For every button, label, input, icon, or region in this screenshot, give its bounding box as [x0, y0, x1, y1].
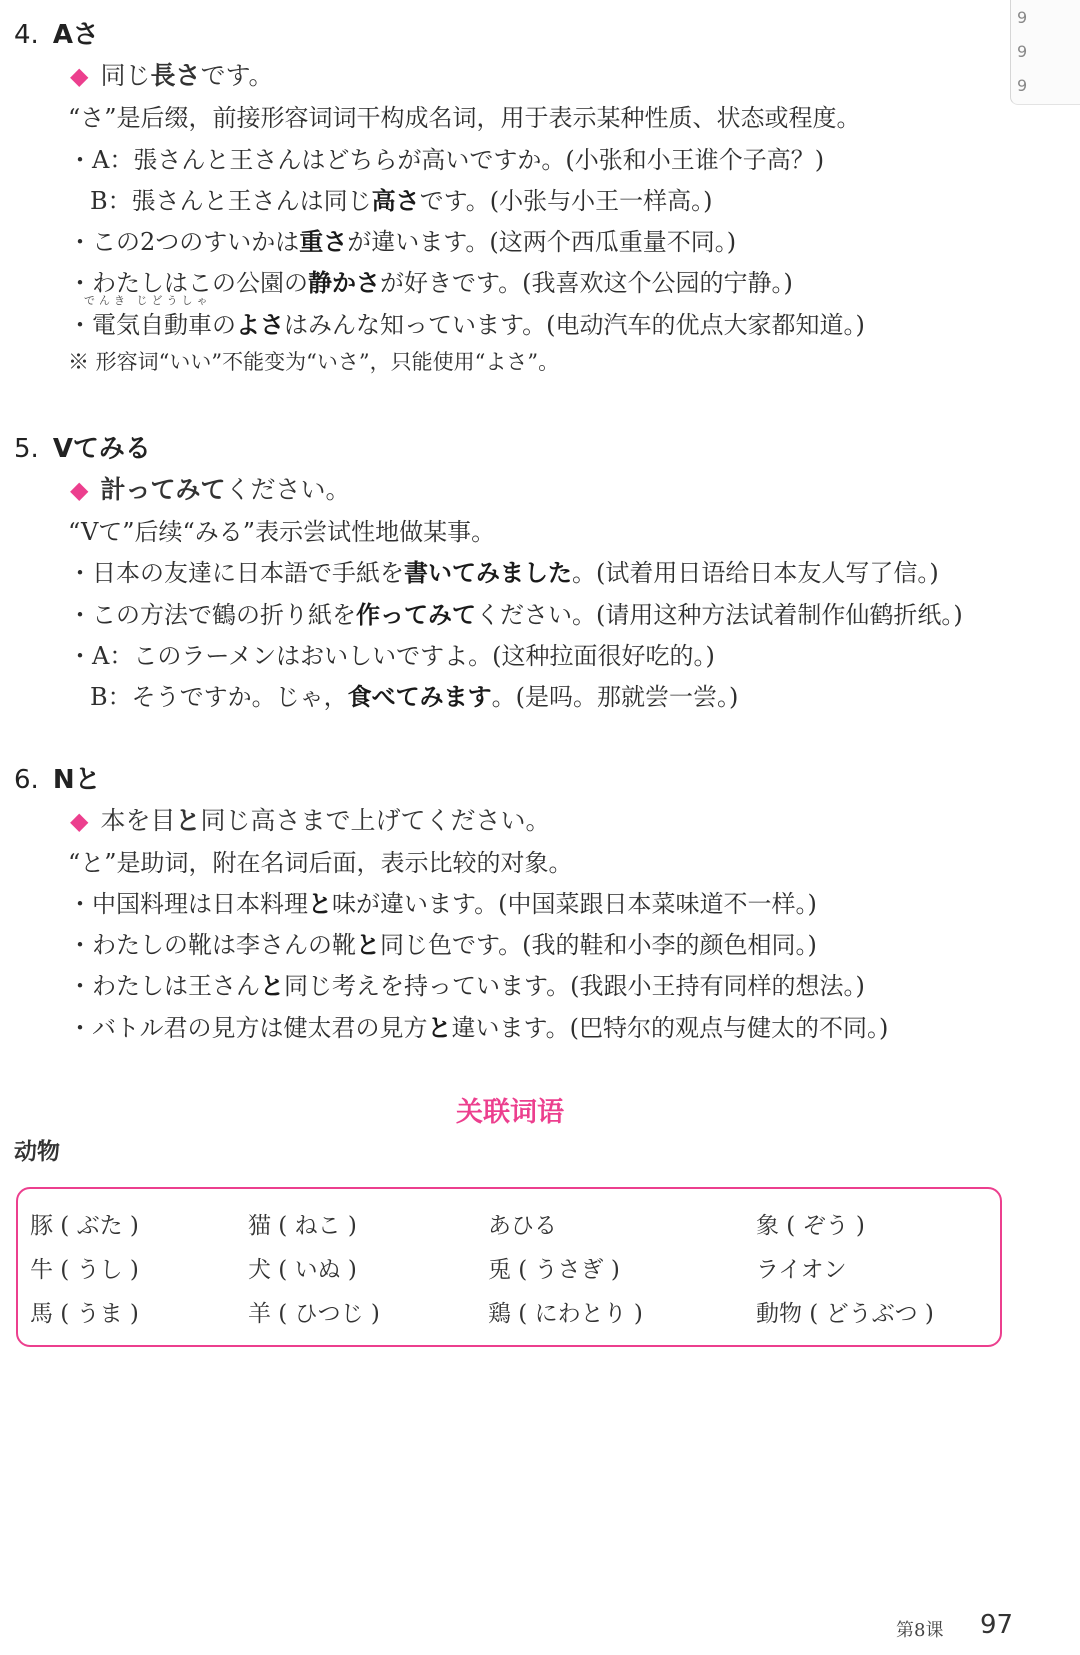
text-segment: “Vて”后续“みる”表示尝试性地做某事。 — [68, 518, 496, 546]
page-number: 97 — [980, 1610, 1014, 1640]
edge-tab-mark: 9 — [1017, 76, 1028, 95]
example-line — [68, 595, 963, 630]
text-segment: 本を目 — [100, 806, 176, 835]
diamond-icon: ◆ — [70, 62, 89, 90]
page-edge-tab — [1010, 0, 1080, 105]
text-segment: “と”是助词，附在名词后面，表示比较的对象。 — [68, 849, 573, 877]
text-segment: ・中国料理は日本料理 — [68, 890, 308, 918]
text-segment: はみんな知っています。(电动汽车的优点大家都知道。) — [284, 311, 865, 339]
text-segment: 味が違います。(中国菜跟日本菜味道不一样。) — [332, 890, 817, 918]
pattern-text — [100, 475, 350, 504]
explanation-line — [68, 512, 495, 547]
vocab-item: 馬 ( うま ) — [30, 1301, 139, 1327]
example-line — [68, 553, 939, 588]
example-line — [68, 966, 865, 1001]
text-segment: B：張さんと王さんは同じ — [90, 187, 372, 215]
text-segment: 同じ高さまで上げてください。 — [200, 806, 551, 835]
emphasized-text: 食べてみます — [347, 683, 492, 711]
section-6-heading — [14, 759, 101, 796]
emphasized-text: 静かさ — [308, 269, 380, 297]
vocab-item: 豚 ( ぶた ) — [30, 1213, 139, 1239]
example-line — [90, 677, 738, 712]
text-segment: ・この2つのすいかは — [68, 228, 300, 256]
emphasized-text: 重さ — [299, 228, 348, 256]
text-segment: ください。 — [225, 475, 351, 504]
section-5-heading — [14, 428, 151, 465]
text-segment: が好きです。(我喜欢这个公园的宁静。) — [380, 269, 793, 297]
section-4-pattern — [70, 56, 274, 92]
vocabulary-box — [16, 1187, 1002, 1347]
vocab-item: 象 ( ぞう ) — [756, 1213, 865, 1239]
category-heading: 动物 — [14, 1139, 60, 1165]
emphasized-text: 長さ — [150, 61, 201, 90]
vocab-item: 兎 ( うさぎ ) — [488, 1257, 620, 1283]
text-segment: ・電気自動車の — [68, 311, 236, 339]
emphasized-text: 計ってみて — [100, 475, 226, 504]
text-segment: が違います。(这两个西瓜重量不同。) — [347, 228, 737, 256]
text-segment: “さ”是后缀，前接形容词词干构成名词，用于表示某种性质、状态或程度。 — [68, 104, 861, 132]
text-segment: ・日本の友達に日本語で手紙を — [68, 559, 404, 587]
emphasized-text: と — [308, 890, 332, 918]
explanation-line — [68, 843, 573, 878]
related-words-title: 关联词语 — [456, 1097, 564, 1128]
example-line — [68, 140, 824, 175]
diamond-icon: ◆ — [70, 807, 89, 835]
example-line — [68, 1008, 888, 1043]
vocabulary-grid — [30, 1211, 990, 1329]
text-segment: 違います。(巴特尔的观点与健太的不同。) — [451, 1014, 889, 1042]
section-5-pattern — [70, 470, 351, 506]
emphasized-text: と — [356, 931, 380, 959]
section-number: 4. — [14, 20, 39, 50]
emphasized-text: よさ — [236, 311, 284, 339]
vocab-item: ライオン — [756, 1257, 847, 1283]
text-segment: です。 — [200, 61, 274, 90]
vocab-item: 犬 ( いぬ ) — [248, 1257, 357, 1283]
section-number: 5. — [14, 434, 39, 464]
section-number: 6. — [14, 765, 39, 795]
lesson-label: 第8课 — [896, 1620, 944, 1641]
example-line — [68, 305, 865, 340]
example-line — [90, 181, 712, 216]
section-4-heading — [14, 14, 99, 51]
vocab-item: 動物 ( どうぶつ ) — [756, 1301, 934, 1327]
note-line — [68, 346, 559, 376]
example-line — [68, 636, 715, 671]
text-segment: ・わたしは王さん — [68, 972, 260, 1000]
vocab-item: 鶏 ( にわとり ) — [488, 1301, 643, 1327]
text-segment: ・わたしの靴は李さんの靴 — [68, 931, 356, 959]
example-line — [68, 925, 817, 960]
text-segment: ・この方法で鶴の折り紙を — [68, 601, 356, 629]
text-segment: B：そうですか。じゃ， — [90, 683, 348, 711]
explanation-line — [68, 98, 861, 133]
text-segment: 。(是吗。那就尝一尝。) — [491, 683, 739, 711]
pattern-text — [100, 61, 273, 90]
emphasized-text: と — [427, 1014, 452, 1042]
edge-tab-mark: 9 — [1017, 42, 1028, 61]
vocab-item: あひる — [488, 1213, 557, 1239]
emphasized-text: 作ってみて — [356, 601, 476, 629]
vocab-item: 猫 ( ねこ ) — [248, 1213, 357, 1239]
section-6-pattern — [70, 801, 551, 837]
pattern-text — [100, 806, 550, 835]
text-segment: です。(小张与小王一样高。) — [419, 187, 713, 215]
vocab-item: 牛 ( うし ) — [30, 1257, 139, 1283]
text-segment: ・A：このラーメンはおいしいですよ。(这种拉面很好吃的。) — [68, 642, 715, 670]
emphasized-text: と — [260, 972, 284, 1000]
text-segment: ・バトル君の見方は健太君の見方 — [68, 1014, 428, 1042]
text-segment: ・A：張さんと王さんはどちらが高いですか。(小张和小王谁个子高？) — [68, 146, 825, 174]
emphasized-text: 高さ — [371, 187, 420, 215]
text-segment: 。(试着用日语给日本友人写了信。) — [572, 559, 939, 587]
text-segment: ・わたしはこの公園の — [68, 269, 308, 297]
text-segment: 同じ — [100, 61, 151, 90]
text-segment: ください。(请用这种方法试着制作仙鹤折纸。) — [476, 601, 963, 629]
edge-tab-mark: 9 — [1017, 8, 1028, 27]
emphasized-text: 書いてみました — [404, 559, 572, 587]
diamond-icon: ◆ — [70, 476, 89, 504]
text-segment: 同じ考えを持っています。(我跟小王持有同样的想法。) — [284, 972, 865, 1000]
section-title: Nと — [52, 765, 101, 795]
emphasized-text: と — [175, 806, 201, 835]
vocab-item: 羊 ( ひつじ ) — [248, 1301, 380, 1327]
section-title: Vてみる — [52, 434, 151, 464]
furigana: でんき じどうしゃ — [84, 294, 212, 307]
text-segment: 同じ色です。(我的鞋和小李的颜色相同。) — [380, 931, 817, 959]
example-line — [68, 222, 736, 257]
section-title: Aさ — [52, 20, 99, 50]
text-segment: ※ 形容词“いい”不能变为“いさ”，只能使用“よさ”。 — [68, 350, 560, 374]
example-line — [68, 884, 817, 919]
